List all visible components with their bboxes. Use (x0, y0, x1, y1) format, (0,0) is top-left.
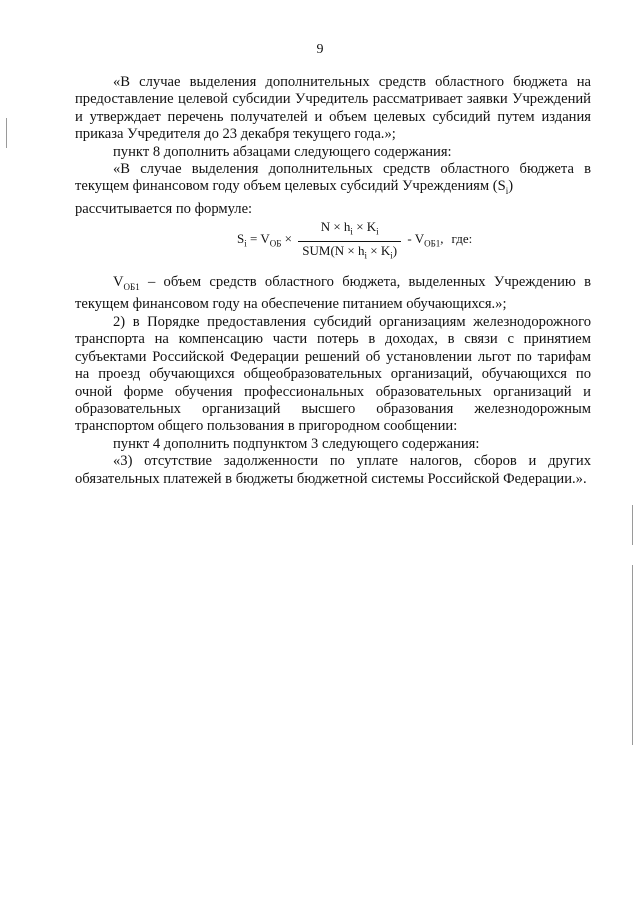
paragraph-3b: рассчитывается по формуле: (75, 200, 253, 217)
formula-fraction (298, 220, 401, 262)
paragraph-3-close: ) (508, 178, 514, 195)
paragraph-7: «3) отсутствие задолженности по уплате налогов, сборов и других обязательных платежей в бюджеты бюджетной системы Российской Федерации.». (75, 453, 591, 487)
paragraph-4 (75, 274, 591, 314)
paragraph-4-subscript: ОБ1 (123, 282, 140, 293)
scan-edge-mark-right-1 (632, 505, 633, 545)
scan-edge-mark-left (6, 118, 7, 148)
formula (237, 220, 472, 262)
paragraph-2: пункт 8 дополнить абзацами следующего содержания: (113, 143, 452, 160)
formula-lhs: $S_i = V_{ОБ}$ × (237, 230, 293, 249)
paragraph-5: 2) в Порядке предоставления субсидий организациям железнодорожного транспорта на компенсацию части потерь в доходах, в связи с принятием субъектами Российской Федерации решений об установлении льгот по тарифам на проезд обучающихся общеобразовательных организаций, обучающихся по очной форме обучения профессиональных образовательных организаций и образовательных организаций высшего образования железнодорожным транспортом общего пользования в пригородном сообщении: (75, 313, 591, 435)
formula-block (75, 220, 591, 268)
paragraph-3 (75, 161, 591, 201)
paragraph-4-lead: V (113, 274, 124, 291)
paragraph-1: «В случае выделения дополнительных средств областного бюджета на предоставление целевой субсидии Учредитель рассматривает заявки Учреждений и утверждает перечень получателей и объем целевых субсидий путем издания приказа Учредителя до 23 декабря текущего года.»; (75, 74, 591, 143)
formula-where: где: (451, 230, 473, 246)
document-body (75, 74, 591, 488)
paragraph-3-text: «В случае выделения дополнительных средств областного бюджета в текущем финансовом году объем целевых субсидий Учреждениям (S (75, 161, 591, 195)
paragraph-3-subscript: i (505, 186, 509, 197)
paragraph-4-text: – объем средств областного бюджета, выделенных Учреждению в текущем финансовом году на обеспечение питанием обучающихся.»; (75, 274, 591, 313)
formula-denominator: $SUM(N \times h_i \times K_i)$ (302, 242, 398, 261)
paragraph-6: пункт 4 дополнить подпунктом 3 следующего содержания: (113, 435, 480, 452)
page-number: 9 (316, 42, 324, 57)
formula-numerator: $N \times h_i \times K_i$ (298, 220, 401, 242)
formula-rhs: - $V_{ОБ1}$, где: (407, 230, 473, 249)
scan-edge-mark-right-2 (632, 565, 633, 745)
